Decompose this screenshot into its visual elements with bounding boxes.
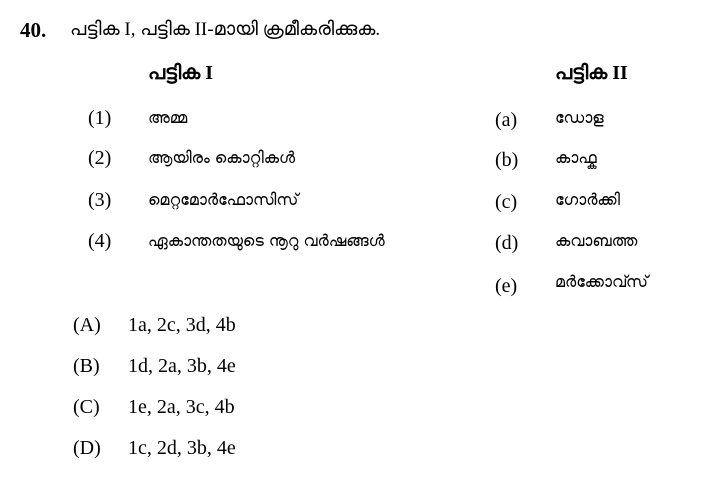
list1-item-number: (2) — [88, 147, 112, 169]
list1-header: പട്ടിക I — [148, 62, 214, 84]
option-label[interactable]: (A) — [73, 314, 101, 336]
option-label[interactable]: (D) — [73, 437, 101, 459]
option-value[interactable]: 1e, 2a, 3c, 4b — [128, 396, 235, 418]
option-label[interactable]: (C) — [73, 396, 100, 418]
list2-item-key: (d) — [495, 232, 519, 254]
list1-item-text: അമ്മ — [148, 108, 188, 127]
list2-item-text: ഡോള — [555, 108, 604, 127]
option-value[interactable]: 1a, 2c, 3d, 4b — [128, 314, 236, 336]
list2-item-text: മർക്കോവ്സ് — [555, 272, 649, 291]
list2-item-key: (a) — [495, 109, 518, 131]
option-value[interactable]: 1c, 2d, 3b, 4e — [128, 437, 236, 459]
list1-item-number: (3) — [88, 189, 112, 211]
option-value[interactable]: 1d, 2a, 3b, 4e — [128, 355, 236, 377]
list2-item-key: (e) — [495, 275, 518, 297]
list1-item-number: (4) — [88, 230, 112, 252]
list2-item-text: കാഫ്ക — [555, 148, 597, 167]
list1-item-text: ആയിരം കൊറ്റികൾ — [148, 148, 296, 167]
list1-item-text: മെറ്റമോർഫോസിസ് — [148, 190, 299, 209]
list2-item-key: (c) — [495, 191, 518, 213]
question-text: പട്ടിക I, പട്ടിക II-മായി ക്രമീകരിക്കുക. — [70, 19, 381, 40]
list2-item-text: കവാബത്ത — [555, 231, 638, 250]
list1-item-number: (1) — [88, 107, 112, 129]
option-label[interactable]: (B) — [73, 355, 100, 377]
list2-item-text: ഗോർക്കി — [555, 190, 620, 209]
list2-header: പട്ടിക II — [555, 62, 628, 84]
question-number: 40. — [20, 18, 47, 42]
list1-item-text: ഏകാന്തതയുടെ നൂറു വർഷങ്ങൾ — [148, 231, 385, 250]
list2-item-key: (b) — [495, 149, 519, 171]
